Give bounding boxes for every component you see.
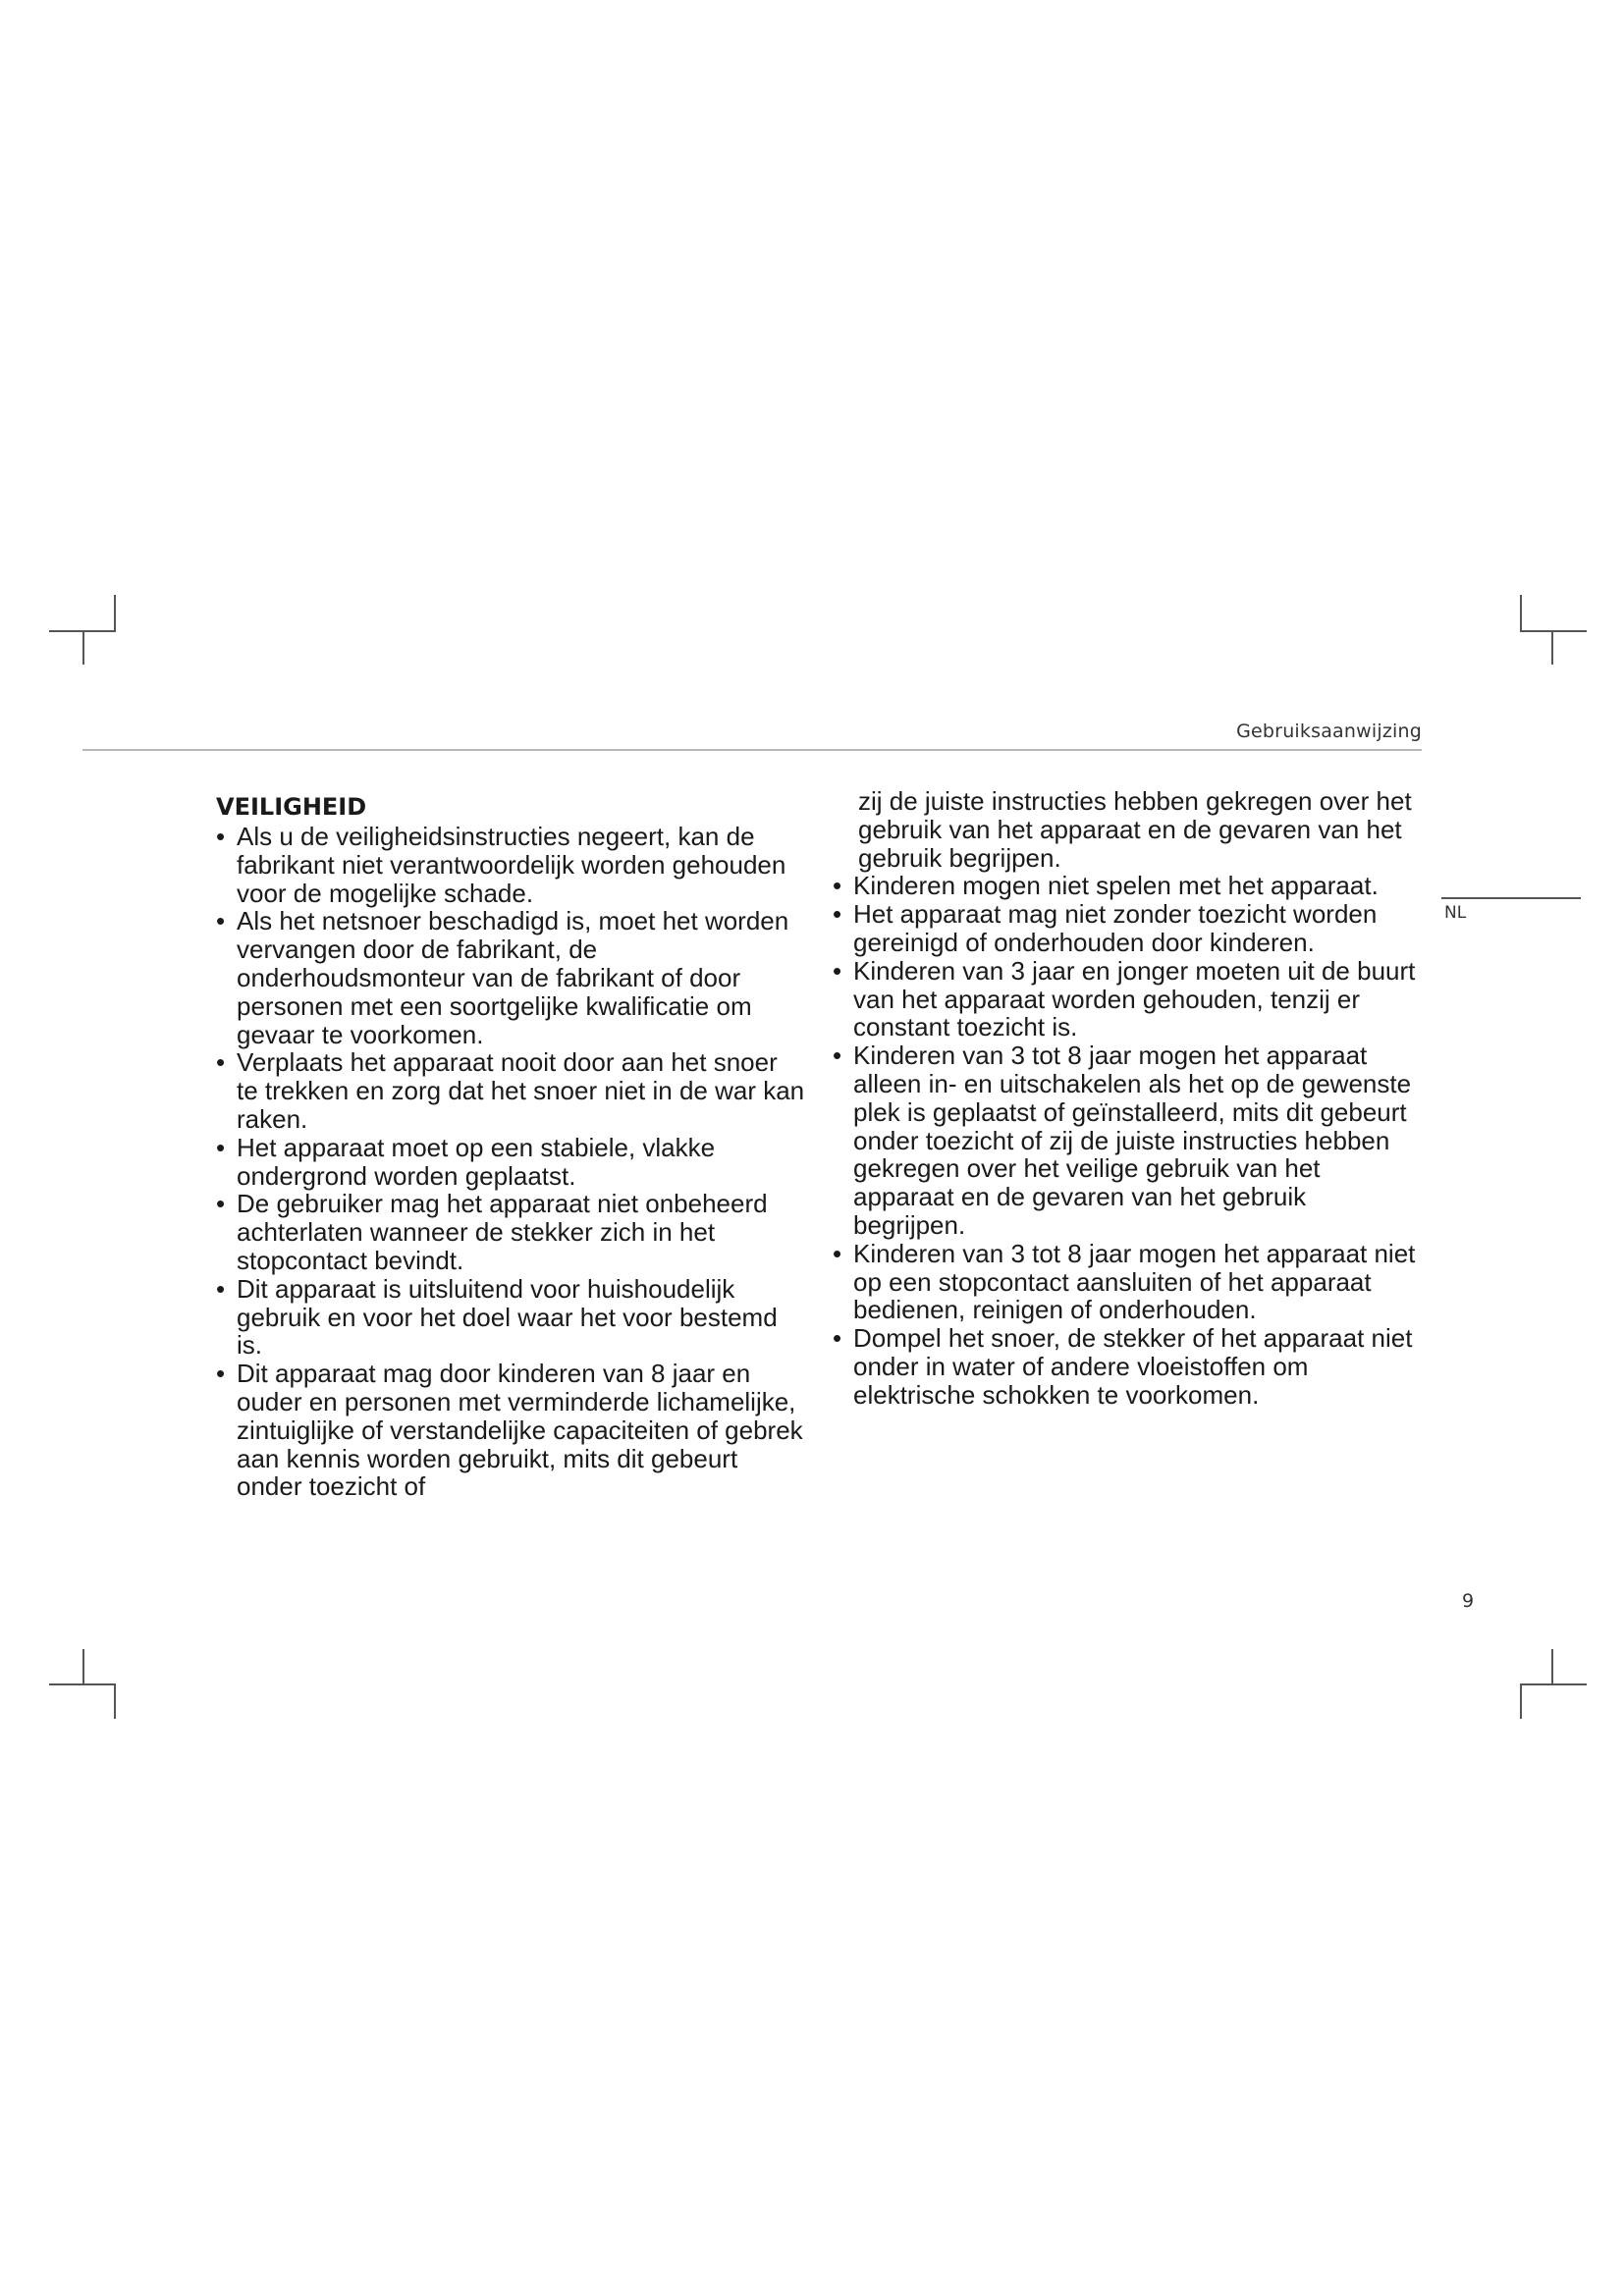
safety-list-left <box>216 823 805 1501</box>
safety-item-12: • Kinderen van 3 tot 8 jaar mogen het apparaat niet op een stopcontact aansluiten of het apparaat bedienen, reinigen of onderhouden. <box>833 1240 1422 1324</box>
crop-mark-bottom-left-vertical-inner <box>114 1683 116 1719</box>
safety-item-13: • Dompel het snoer, de stekker of het apparaat niet onder in water of andere vloeistoffen om elektrische schokken te voorkomen. <box>833 1324 1422 1409</box>
safety-list-right <box>833 872 1422 1409</box>
language-tab-label: NL <box>1444 903 1467 923</box>
crop-mark-top-left-vertical-inner <box>114 595 116 630</box>
section-title: VEILIGHEID <box>216 793 367 821</box>
crop-mark-bottom-right-horizontal <box>1520 1683 1587 1685</box>
safety-item-8: • Kinderen mogen niet spelen met het apparaat. <box>833 872 1422 900</box>
page-number: 9 <box>1462 1590 1475 1612</box>
crop-mark-top-right-vertical-inner <box>1520 595 1522 630</box>
safety-item-6: • Dit apparaat is uitsluitend voor huishoudelijk gebruik en voor het doel waar het voor bestemd is. <box>216 1275 805 1360</box>
safety-item-11: • Kinderen van 3 tot 8 jaar mogen het apparaat alleen in- en uitschakelen als het op de gewenste plek is geplaatst of geïnstalleerd, mits dit gebeurt onder toezicht of zij de juiste instructies hebben gekregen over het veilige gebruik van het apparaat en de gevaren van het gebruik begrijpen. <box>833 1041 1422 1240</box>
crop-mark-bottom-left-vertical-outer <box>82 1649 84 1683</box>
crop-mark-top-left-vertical-outer <box>82 630 84 665</box>
safety-item-7-continuation: zij de juiste instructies hebben gekregen over het gebruik van het apparaat en de gevaren van het gebruik begrijpen. <box>858 786 1412 873</box>
safety-item-10: • Kinderen van 3 jaar en jonger moeten uit de buurt van het apparaat worden gehouden, tenzij er constant toezicht is. <box>833 957 1422 1041</box>
crop-mark-bottom-right-vertical-outer <box>1551 1649 1553 1683</box>
safety-item-5: • De gebruiker mag het apparaat niet onbeheerd achterlaten wanneer de stekker zich in het stopcontact bevindt. <box>216 1190 805 1274</box>
crop-mark-top-right-horizontal <box>1520 630 1587 632</box>
crop-mark-top-right-vertical-outer <box>1551 630 1553 665</box>
safety-item-4: • Het apparaat moet op een stabiele, vlakke ondergrond worden geplaatst. <box>216 1134 805 1191</box>
crop-mark-bottom-left-horizontal <box>49 1683 116 1685</box>
left-text-column <box>216 793 805 1501</box>
safety-item-2: • Als het netsnoer beschadigd is, moet het worden vervangen door de fabrikant, de onderhoudsmonteur van de fabrikant of door personen met een soortgelijke kwalificatie om gevaar te voorkomen. <box>216 907 805 1048</box>
right-text-column <box>833 787 1422 1410</box>
header-divider <box>82 749 1422 751</box>
safety-item-9: • Het apparaat mag niet zonder toezicht worden gereinigd of onderhouden door kinderen. <box>833 900 1422 957</box>
safety-item-7: • Dit apparaat mag door kinderen van 8 jaar en ouder en personen met verminderde lichamelijke, zintuiglijke of verstandelijke capaciteiten of gebrek aan kennis worden gebruikt, mits dit gebeurt onder toezicht of <box>216 1360 805 1501</box>
safety-item-3: • Verplaats het apparaat nooit door aan het snoer te trekken en zorg dat het snoer niet in de war kan raken. <box>216 1048 805 1133</box>
language-tab-rule <box>1441 897 1581 899</box>
crop-mark-bottom-right-vertical-inner <box>1520 1683 1522 1719</box>
safety-item-1: • Als u de veiligheidsinstructies negeert, kan de fabrikant niet verantwoordelijk worden gehouden voor de mogelijke schade. <box>216 823 805 907</box>
running-header-title: Gebruiksaanwijzing <box>1236 721 1422 742</box>
